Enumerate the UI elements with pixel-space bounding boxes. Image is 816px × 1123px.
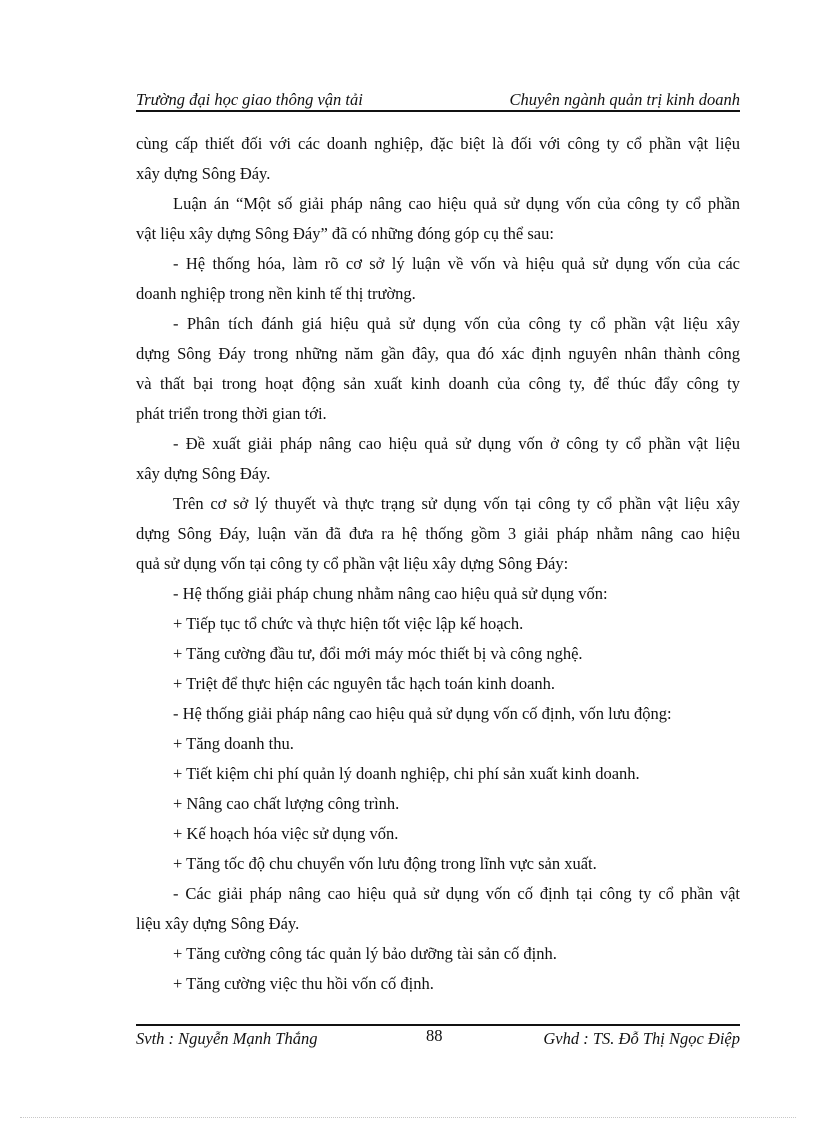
footer-student: Svth : Nguyễn Mạnh Thắng	[136, 1029, 318, 1048]
text-line: + Tăng cường việc thu hồi vốn cố định.	[173, 974, 434, 993]
text-line: + Tiết kiệm chi phí quản lý doanh nghiệp, chi phí sản xuất kinh doanh.	[173, 764, 640, 783]
document-body	[136, 129, 740, 999]
page-header	[136, 86, 740, 112]
header-department: Chuyên ngành quản trị kinh doanh	[509, 90, 740, 109]
text-line: - Hệ thống hóa, làm rõ cơ sở lý luận về vốn và hiệu quả sử dụng vốn của các	[173, 254, 740, 273]
header-university: Trường đại học giao thông vận tải	[136, 90, 363, 109]
text-line: dựng Sông Đáy, luận văn đã đưa ra hệ thống gồm 3 giải pháp nhằm nâng cao hiệu	[136, 524, 740, 543]
text-line: cùng cấp thiết đối với các doanh nghiệp, đặc biệt là đối với công ty cổ phần vật liệu	[136, 134, 740, 153]
text-line: - Đề xuất giải pháp nâng cao hiệu quả sử dụng vốn ở công ty cổ phần vật liệu	[173, 434, 740, 453]
text-line: - Các giải pháp nâng cao hiệu quả sử dụng vốn cố định tại công ty cổ phần vật	[173, 884, 740, 903]
text-line: + Triệt để thực hiện các nguyên tắc hạch toán kinh doanh.	[173, 674, 556, 693]
text-line: xây dựng Sông Đáy.	[136, 464, 271, 483]
footer-supervisor: Gvhd : TS. Đỗ Thị Ngọc Điệp	[543, 1029, 740, 1048]
text-line: + Tăng cường công tác quản lý bảo dưỡng tài sản cố định.	[173, 944, 557, 963]
header-rule	[136, 110, 740, 112]
text-line: - Phân tích đánh giá hiệu quả sử dụng vốn của công ty cổ phần vật liệu xây	[173, 314, 740, 333]
text-line: Trên cơ sở lý thuyết và thực trạng sử dụng vốn tại công ty cổ phần vật liệu xây	[173, 494, 740, 513]
text-line: xây dựng Sông Đáy.	[136, 164, 271, 183]
text-line: doanh nghiệp trong nền kinh tế thị trường.	[136, 284, 416, 303]
page-edge-divider	[20, 1117, 796, 1118]
text-line: vật liệu xây dựng Sông Đáy” đã có những đóng góp cụ thể sau:	[136, 224, 554, 243]
page-number: 88	[426, 1026, 443, 1045]
text-line: phát triển trong thời gian tới.	[136, 404, 327, 423]
page-footer	[136, 1026, 740, 1052]
text-line: + Kế hoạch hóa việc sử dụng vốn.	[173, 824, 399, 843]
text-line: liệu xây dựng Sông Đáy.	[136, 914, 300, 933]
text-line: + Tăng cường đầu tư, đổi mới máy móc thiết bị và công nghệ.	[173, 644, 583, 663]
text-line: dựng Sông Đáy trong những năm gần đây, qua đó xác định nguyên nhân thành công	[136, 344, 740, 363]
text-line: + Nâng cao chất lượng công trình.	[173, 794, 400, 813]
text-line: và thất bại trong hoạt động sản xuất kinh doanh của công ty, để thúc đẩy công ty	[136, 374, 740, 393]
text-line: quả sử dụng vốn tại công ty cổ phần vật liệu xây dựng Sông Đáy:	[136, 554, 569, 573]
text-line: + Tăng tốc độ chu chuyển vốn lưu động trong lĩnh vực sản xuất.	[173, 854, 597, 873]
text-line: Luận án “Một số giải pháp nâng cao hiệu quả sử dụng vốn của công ty cổ phần	[173, 194, 740, 213]
text-line: - Hệ thống giải pháp nâng cao hiệu quả sử dụng vốn cố định, vốn lưu động:	[173, 704, 672, 723]
text-line: + Tiếp tục tổ chức và thực hiện tốt việc lập kế hoạch.	[173, 614, 524, 633]
text-line: - Hệ thống giải pháp chung nhằm nâng cao hiệu quả sử dụng vốn:	[173, 584, 608, 603]
text-line: + Tăng doanh thu.	[173, 734, 294, 753]
